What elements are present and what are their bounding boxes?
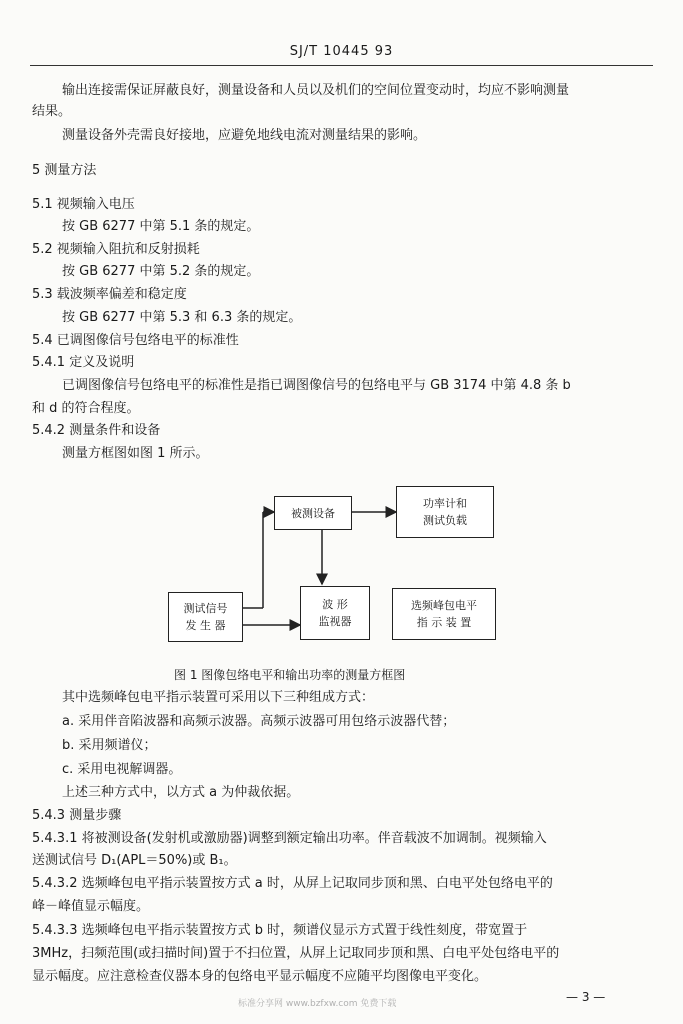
paragraph-line: 和 d 的符合程度。 — [32, 401, 140, 416]
section-heading: 5.1 视频输入电压 — [32, 197, 135, 212]
paragraph-line: 5.4.3.2 选频峰包电平指示装置按方式 a 时，从屏上记取同步顶和黑、白电平处包络电平的 — [32, 876, 553, 891]
power-meter-box — [396, 486, 494, 538]
dut-label: 被测设备 — [291, 506, 335, 520]
paragraph-line: 显示幅度。应注意检查仪器本身的包络电平显示幅度不应随平均图像电平变化。 — [32, 969, 488, 984]
section-heading: 5.4.3 测量步骤 — [32, 808, 122, 823]
list-item: b. 采用频谱仪； — [62, 738, 157, 753]
paragraph-line: 输出连接需保证屏蔽良好，测量设备和人员以及机们的空间位置变动时，均应不影响测量 — [62, 83, 570, 98]
list-item: a. 采用伴音陷波器和高频示波器。高频示波器可用包络示波器代替； — [62, 714, 456, 729]
waveform-monitor-label-2: 监视器 — [318, 615, 352, 628]
paragraph-line: 3MHz，扫频范围(或扫描时间)置于不扫位置，从屏上记取同步顶和黑、白电平处包络电平的 — [32, 946, 560, 961]
signal-generator-label-2: 发 生 器 — [185, 619, 226, 632]
paragraph-line: 测量方框图如图 1 所示。 — [62, 446, 209, 461]
paragraph-line: 测量设备外壳需良好接地，应避免地线电流对测量结果的影响。 — [62, 128, 427, 143]
section-heading: 5 测量方法 — [32, 163, 97, 178]
section-heading: 5.4 已调图像信号包络电平的标准性 — [32, 333, 239, 348]
paragraph-line: 5.4.3.1 将被测设备(发射机或激励器)调整到额定输出功率。伴音载波不加调制。视频输入 — [32, 831, 547, 846]
peak-indicator-label-1: 选频峰包电平 — [411, 599, 477, 612]
section-heading: 5.2 视频输入阻抗和反射损耗 — [32, 242, 200, 257]
section-heading: 5.4.1 定义及说明 — [32, 355, 135, 370]
paragraph-line: 已调图像信号包络电平的标准性是指已调图像信号的包络电平与 GB 3174 中第 4.8 条 b — [62, 378, 571, 393]
section-heading: 5.3 载波频率偏差和稳定度 — [32, 287, 187, 302]
peak-indicator-box — [392, 588, 496, 640]
paragraph-line: 其中选频峰包电平指示装置可采用以下三种组成方式： — [62, 690, 375, 705]
paragraph-line: 结果。 — [32, 104, 72, 119]
power-meter-label-1: 功率计和 — [423, 497, 467, 510]
power-meter-label-2: 测试负载 — [423, 514, 467, 527]
peak-indicator-label-2: 指 示 装 置 — [416, 616, 472, 629]
section-heading: 5.4.2 测量条件和设备 — [32, 423, 161, 438]
waveform-monitor-box — [300, 586, 370, 640]
page-number: — 3 — — [566, 990, 606, 1004]
signal-generator-label-1: 测试信号 — [183, 602, 228, 615]
waveform-monitor-label-1: 波 形 — [322, 598, 348, 611]
paragraph-line: 峰－峰值显示幅度。 — [32, 899, 150, 914]
list-item: c. 采用电视解调器。 — [62, 762, 182, 777]
paragraph-line: 上述三种方式中，以方式 a 为仲裁依据。 — [62, 785, 300, 800]
dut-box — [274, 496, 352, 530]
paragraph-line: 按 GB 6277 中第 5.3 和 6.3 条的规定。 — [62, 310, 302, 325]
watermark: 标准分享网 www.bzfxw.com 免费下载 — [238, 999, 397, 1009]
paragraph-line: 送测试信号 D₁(APL＝50%)或 B₁。 — [32, 853, 237, 868]
paragraph-line: 按 GB 6277 中第 5.1 条的规定。 — [62, 219, 260, 234]
signal-generator-box — [168, 592, 243, 642]
figure-caption: 图 1 图像包络电平和输出功率的测量方框图 — [174, 668, 406, 682]
paragraph-line: 5.4.3.3 选频峰包电平指示装置按方式 b 时，频谱仪显示方式置于线性刻度，带宽置于 — [32, 923, 528, 938]
paragraph-line: 按 GB 6277 中第 5.2 条的规定。 — [62, 264, 260, 279]
page-header: SJ/T 10445 93 — [289, 44, 394, 59]
